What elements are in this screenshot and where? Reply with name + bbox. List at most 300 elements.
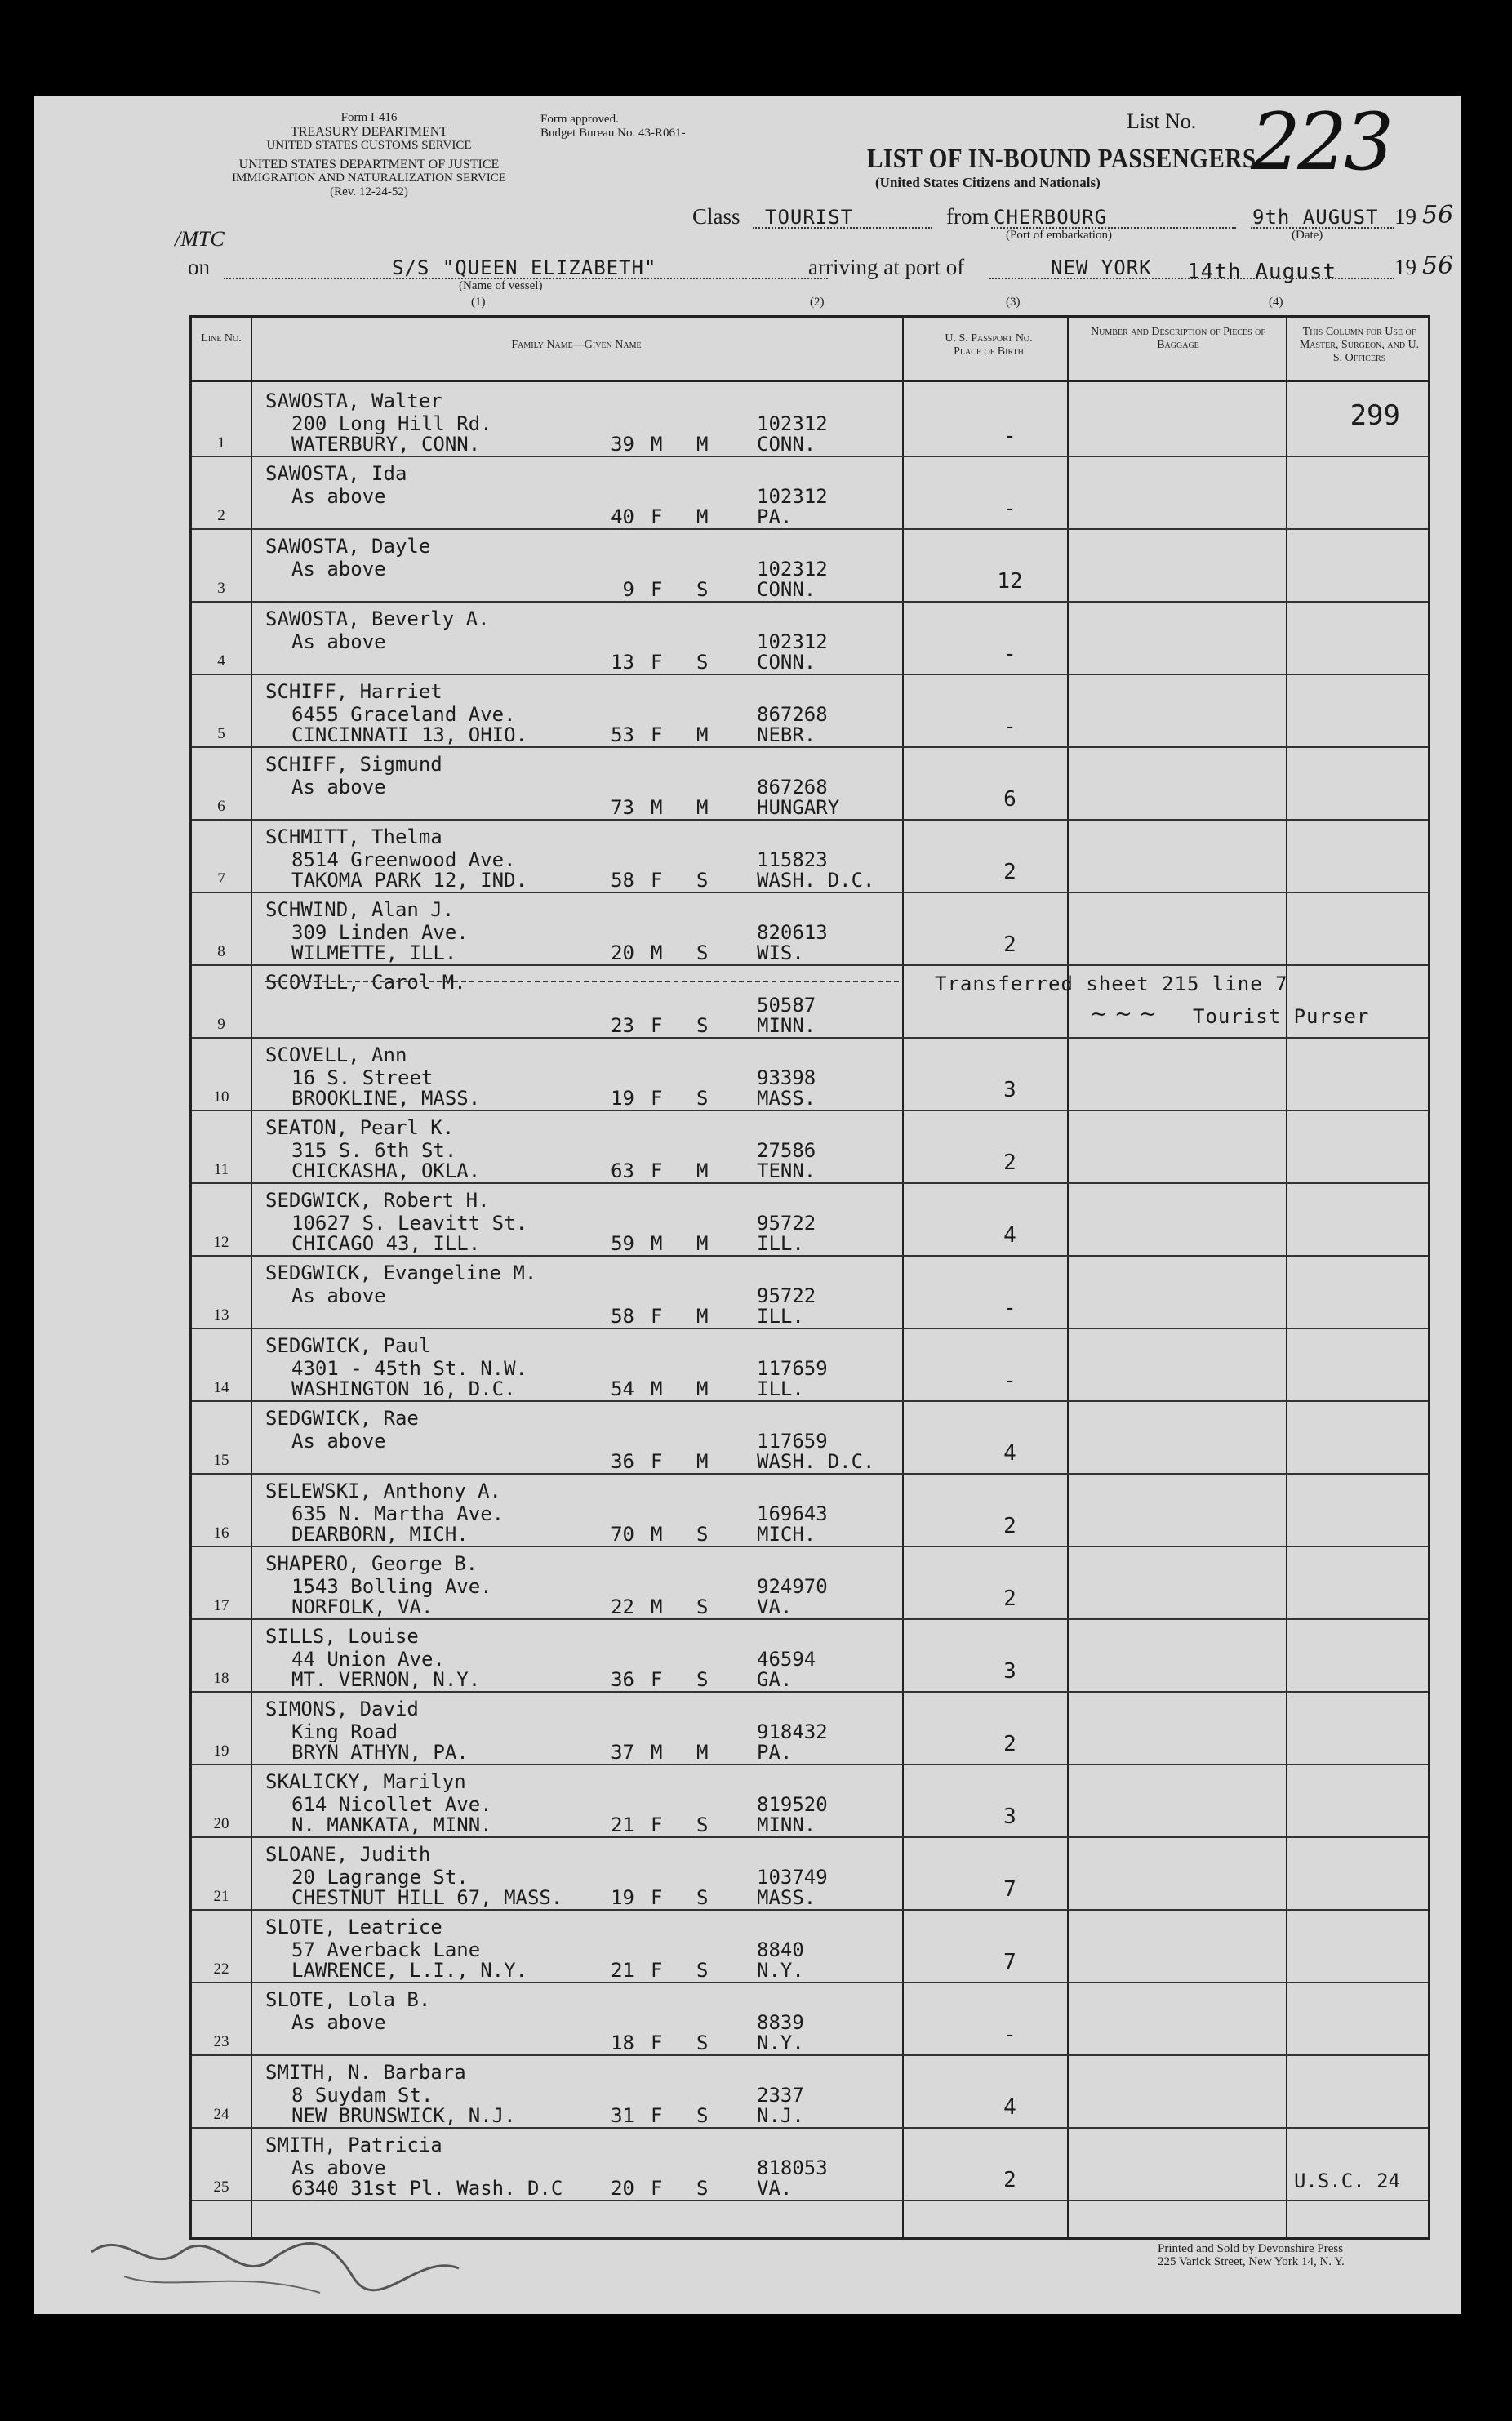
passport-number: 27586	[757, 1139, 816, 1162]
line-number: 24	[213, 2106, 229, 2123]
marital-status: S	[696, 1523, 709, 1546]
departure-year: 56	[1422, 201, 1454, 229]
place-of-birth: N.Y.	[757, 1959, 804, 1982]
passport-number: 102312	[757, 558, 828, 581]
passenger-age: 36	[611, 1668, 634, 1691]
passenger-name: SILLS, Louise	[265, 1625, 419, 1648]
table-row	[192, 1691, 1428, 1765]
form-approved: Form approved.	[540, 113, 619, 126]
table-row	[192, 383, 1428, 457]
passenger-sex: F	[651, 1014, 663, 1037]
passenger-name: SAWOSTA, Beverly A.	[265, 607, 490, 630]
passport-number: 50587	[757, 994, 816, 1017]
address-line-1: 315 S. 6th St.	[291, 1139, 457, 1162]
passport-number: 820613	[757, 921, 828, 944]
passenger-age: 36	[611, 1450, 634, 1473]
marital-status: S	[696, 1886, 709, 1909]
marital-status: S	[696, 1959, 709, 1982]
passenger-age: 22	[611, 1595, 634, 1618]
ins-label: IMMIGRATION AND NATURALIZATION SERVICE	[232, 171, 506, 185]
place-of-birth: GA.	[757, 1668, 793, 1691]
line-number: 11	[213, 1161, 229, 1178]
revision-label: (Rev. 12-24-52)	[330, 185, 408, 198]
place-of-birth: ILL.	[757, 1305, 804, 1328]
place-of-birth: MASS.	[757, 1886, 816, 1909]
table-row	[192, 456, 1428, 530]
passenger-age: 70	[611, 1523, 634, 1546]
address-line-1: King Road	[291, 1720, 398, 1743]
address-line-1: 614 Nicollet Ave.	[291, 1793, 492, 1816]
passenger-sex: M	[651, 1232, 663, 1255]
passenger-age: 54	[611, 1377, 634, 1400]
arrival-year-prefix: 19	[1394, 255, 1416, 279]
passenger-sex: F	[651, 1450, 663, 1473]
passenger-name: SAWOSTA, Walter	[265, 389, 442, 412]
address-line-2: 6340 31st Pl. Wash. D.C	[291, 2177, 563, 2200]
passport-number: 8840	[757, 1938, 804, 1961]
passport-number: 93398	[757, 1066, 816, 1089]
passenger-age: 18	[611, 2032, 634, 2054]
baggage-count: 7	[1003, 1950, 1016, 1974]
form-agency-block	[181, 111, 557, 199]
table-row	[192, 1037, 1428, 1111]
place-of-birth: MICH.	[757, 1523, 816, 1546]
passenger-age: 37	[611, 1741, 634, 1764]
address-line-1: 4301 - 45th St. N.W.	[291, 1357, 527, 1380]
address-line-1: 1543 Bolling Ave.	[291, 1575, 492, 1598]
passport-number: 2337	[757, 2084, 804, 2107]
officer-note: 299	[1350, 399, 1400, 432]
baggage-count: 2	[1003, 932, 1016, 957]
purser-note: Tourist Purser	[1193, 1005, 1370, 1028]
place-of-birth: PA.	[757, 505, 793, 528]
col-baggage: Number and Description of Pieces of Baggage	[1091, 326, 1265, 351]
line-number: 5	[217, 725, 225, 742]
passenger-sex: F	[651, 505, 663, 528]
passenger-age: 19	[611, 1886, 634, 1909]
baggage-count: 2	[1003, 1587, 1016, 1611]
address-line-1: As above	[291, 2156, 386, 2179]
class-value: TOURIST	[765, 206, 854, 229]
table-row	[192, 892, 1428, 966]
place-of-birth: MASS.	[757, 1087, 816, 1110]
printer-footer	[1158, 2242, 1345, 2268]
passenger-sex: F	[651, 1668, 663, 1691]
passenger-sex: F	[651, 1087, 663, 1110]
line-number: 6	[217, 798, 225, 815]
printer-line-2: 225 Varick Street, New York 14, N. Y.	[1158, 2255, 1345, 2268]
vessel-name: S/S "QUEEN ELIZABETH"	[392, 256, 657, 279]
baggage-count: 2	[1003, 1150, 1016, 1175]
mtc-mark: /MTC	[175, 227, 225, 251]
address-line-2: BROOKLINE, MASS.	[291, 1087, 481, 1110]
col-name: Family Name—Given Name	[511, 339, 642, 351]
passenger-age: 63	[611, 1159, 634, 1182]
passenger-sex: F	[651, 1159, 663, 1182]
passport-number: 95722	[757, 1212, 816, 1235]
passenger-sex: F	[651, 1814, 663, 1836]
baggage-count: 2	[1003, 1732, 1016, 1756]
strike-line-9	[265, 981, 899, 982]
arriving-label: arriving at port of	[808, 255, 965, 279]
line-number: 16	[213, 1524, 229, 1542]
table-row	[192, 1328, 1428, 1402]
marital-status: M	[696, 505, 709, 528]
address-line-1: As above	[291, 1430, 386, 1453]
passport-number: 867268	[757, 776, 828, 799]
passenger-name: SAWOSTA, Ida	[265, 462, 407, 485]
line-number: 21	[213, 1888, 229, 1905]
address-line-2: LAWRENCE, L.I., N.Y.	[291, 1959, 527, 1982]
baggage-count: 2	[1003, 2168, 1016, 2192]
marital-status: M	[696, 796, 709, 819]
table-row	[192, 1764, 1428, 1838]
baggage-count: 3	[1003, 1805, 1016, 1829]
passenger-age: 73	[611, 796, 634, 819]
marital-status: S	[696, 1668, 709, 1691]
marital-status: M	[696, 1305, 709, 1328]
passenger-sex: F	[651, 723, 663, 746]
passenger-name: SCOVELL, Ann	[265, 1044, 407, 1066]
from-value: CHERBOURG	[994, 206, 1108, 229]
passenger-sex: F	[651, 578, 663, 601]
passenger-sex: F	[651, 869, 663, 892]
table-row	[192, 746, 1428, 821]
baggage-count: 7	[1003, 1877, 1016, 1902]
place-of-birth: WASH. D.C.	[757, 869, 875, 892]
passenger-sex: M	[651, 1741, 663, 1764]
passenger-sex: M	[651, 1595, 663, 1618]
place-of-birth: WASH. D.C.	[757, 1450, 875, 1473]
place-of-birth: TENN.	[757, 1159, 816, 1182]
line-number: 10	[213, 1088, 229, 1106]
address-line-1: 8514 Greenwood Ave.	[291, 848, 516, 871]
passenger-sex: M	[651, 1523, 663, 1546]
passenger-age: 21	[611, 1814, 634, 1836]
on-label: on	[188, 255, 210, 279]
address-line-1: 635 N. Martha Ave.	[291, 1502, 505, 1525]
baggage-count: -	[1003, 496, 1016, 521]
passenger-age: 13	[611, 651, 634, 674]
passenger-name: SLOANE, Judith	[265, 1843, 431, 1866]
address-line-2: CHICAGO 43, ILL.	[291, 1232, 481, 1255]
passenger-age: 31	[611, 2104, 634, 2127]
line-number: 9	[217, 1016, 225, 1033]
passport-number: 819520	[757, 1793, 828, 1816]
table-row	[192, 528, 1428, 603]
address-line-2: WILMETTE, ILL.	[291, 941, 457, 964]
marital-status: M	[696, 433, 709, 456]
passenger-age: 20	[611, 941, 634, 964]
baggage-count: -	[1003, 1368, 1016, 1393]
passport-number: 818053	[757, 2156, 828, 2179]
passenger-name: SMITH, Patricia	[265, 2134, 442, 2156]
passport-number: 95722	[757, 1284, 816, 1307]
passenger-sex: M	[651, 1377, 663, 1400]
manifest-sheet	[34, 96, 1461, 2314]
baggage-count: -	[1003, 424, 1016, 448]
marital-status: S	[696, 1814, 709, 1836]
departure-date: 9th AUGUST	[1252, 206, 1379, 229]
passport-number: 867268	[757, 703, 828, 726]
place-of-birth: MINN.	[757, 1814, 816, 1836]
passenger-sex: M	[651, 433, 663, 456]
passenger-table	[189, 315, 1430, 2240]
passenger-name: SHAPERO, George B.	[265, 1552, 478, 1575]
table-row	[192, 1546, 1428, 1620]
passenger-sex: M	[651, 796, 663, 819]
place-of-birth: N.J.	[757, 2104, 804, 2127]
marital-status: M	[696, 1741, 709, 1764]
address-line-1: 200 Long Hill Rd.	[291, 412, 492, 435]
line-number: 22	[213, 1960, 229, 1978]
passenger-name: SEDGWICK, Rae	[265, 1407, 419, 1430]
baggage-count: 4	[1003, 2095, 1016, 2120]
passenger-name: SLOTE, Lola B.	[265, 1988, 431, 2011]
address-line-1: As above	[291, 776, 386, 799]
table-row	[192, 1182, 1428, 1257]
address-line-2: WASHINGTON 16, D.C.	[291, 1377, 516, 1400]
passenger-name: SCHMITT, Thelma	[265, 826, 442, 848]
address-line-1: 10627 S. Leavitt St.	[291, 1212, 527, 1235]
baggage-count: -	[1003, 642, 1016, 666]
col-number-3: (3)	[1006, 296, 1021, 309]
table-row	[192, 1110, 1428, 1184]
departure-year-prefix: 19	[1394, 204, 1416, 229]
table-row	[192, 674, 1428, 748]
place-of-birth: CONN.	[757, 651, 816, 674]
transfer-note: Transferred sheet 215 line 7	[935, 972, 1288, 995]
date-caption: (Date)	[1292, 229, 1323, 242]
line-number: 8	[217, 943, 225, 960]
line-number: 15	[213, 1452, 229, 1469]
passenger-name: SLOTE, Leatrice	[265, 1916, 442, 1938]
place-of-birth: CONN.	[757, 578, 816, 601]
passenger-name: SCHWIND, Alan J.	[265, 898, 455, 921]
place-of-birth: CONN.	[757, 433, 816, 456]
baggage-count: 12	[997, 569, 1023, 594]
passenger-age: 58	[611, 869, 634, 892]
baggage-count: 3	[1003, 1659, 1016, 1684]
address-line-1: 16 S. Street	[291, 1066, 434, 1089]
marital-status: M	[696, 1232, 709, 1255]
baggage-count: 2	[1003, 860, 1016, 884]
officer-note: U.S.C. 24	[1293, 2170, 1400, 2192]
address-line-2: MT. VERNON, N.Y.	[291, 1668, 481, 1691]
marital-status: S	[696, 2104, 709, 2127]
address-line-1: As above	[291, 2011, 386, 2034]
address-line-1: As above	[291, 485, 386, 508]
passenger-name: SEDGWICK, Evangeline M.	[265, 1262, 537, 1284]
line-number: 3	[217, 580, 225, 597]
passenger-name: SEATON, Pearl K.	[265, 1116, 455, 1139]
line-number: 12	[213, 1234, 229, 1251]
address-line-2: TAKOMA PARK 12, IND.	[291, 869, 527, 892]
marital-status: S	[696, 1087, 709, 1110]
passenger-name: SCHIFF, Sigmund	[265, 753, 442, 776]
address-line-2: BRYN ATHYN, PA.	[291, 1741, 469, 1764]
table-row	[192, 1836, 1428, 1911]
marital-status: S	[696, 2177, 709, 2200]
baggage-count: 4	[1003, 1223, 1016, 1248]
line-number: 14	[213, 1379, 229, 1396]
passenger-sex: M	[651, 941, 663, 964]
document-title: LIST OF IN-BOUND PASSENGERS	[867, 144, 1256, 174]
address-line-1: As above	[291, 630, 386, 653]
baggage-count: 6	[1003, 787, 1016, 812]
passenger-sex: F	[651, 2177, 663, 2200]
line-number: 18	[213, 1670, 229, 1687]
customs-label: UNITED STATES CUSTOMS SERVICE	[266, 139, 472, 152]
passport-number: 102312	[757, 630, 828, 653]
passenger-name: SEDGWICK, Paul	[265, 1334, 431, 1357]
address-line-1: 8 Suydam St.	[291, 2084, 434, 2107]
address-line-2: WATERBURY, CONN.	[291, 433, 481, 456]
passenger-name: SCOVILL, Carol M.	[265, 971, 466, 994]
line-number: 17	[213, 1597, 229, 1614]
col-number-4: (4)	[1269, 296, 1283, 309]
passenger-age: 39	[611, 433, 634, 456]
baggage-count: -	[1003, 1296, 1016, 1320]
passenger-age: 21	[611, 1959, 634, 1982]
passenger-name: SIMONS, David	[265, 1698, 419, 1720]
marital-status: S	[696, 869, 709, 892]
table-row	[192, 1473, 1428, 1547]
passenger-age: 40	[611, 505, 634, 528]
line-number: 2	[217, 507, 225, 524]
line-number: 19	[213, 1742, 229, 1760]
passenger-sex: F	[651, 2104, 663, 2127]
address-line-2: CINCINNATI 13, OHIO.	[291, 723, 527, 746]
address-line-1: As above	[291, 558, 386, 581]
table-row	[192, 1909, 1428, 1983]
table-row	[192, 1618, 1428, 1693]
class-label: Class	[692, 204, 740, 229]
list-no-label: List No.	[1127, 109, 1197, 133]
passenger-name: SMITH, N. Barbara	[265, 2061, 466, 2084]
marital-status: S	[696, 651, 709, 674]
place-of-birth: NEBR.	[757, 723, 816, 746]
marital-status: M	[696, 1159, 709, 1182]
embark-caption: (Port of embarkation)	[1006, 229, 1112, 242]
passenger-age: 59	[611, 1232, 634, 1255]
address-line-2: N. MANKATA, MINN.	[291, 1814, 492, 1836]
passport-number: 8839	[757, 2011, 804, 2034]
baggage-count: -	[1003, 2023, 1016, 2047]
baggage-count: 4	[1003, 1441, 1016, 1466]
passport-number: 103749	[757, 1866, 828, 1889]
marital-status: S	[696, 578, 709, 601]
table-row	[192, 601, 1428, 675]
marital-status: M	[696, 723, 709, 746]
list-no-value: 223	[1251, 96, 1391, 188]
passenger-age: 58	[611, 1305, 634, 1328]
address-line-1: As above	[291, 1284, 386, 1307]
address-line-1: 6455 Graceland Ave.	[291, 703, 516, 726]
place-of-birth: HUNGARY	[757, 796, 840, 819]
address-line-1: 20 Lagrange St.	[291, 1866, 469, 1889]
line-number: 4	[217, 652, 225, 670]
passenger-name: SKALICKY, Marilyn	[265, 1770, 466, 1793]
passenger-age: 53	[611, 723, 634, 746]
place-of-birth: MINN.	[757, 1014, 816, 1037]
line-number: 13	[213, 1306, 229, 1324]
passenger-sex: F	[651, 1959, 663, 1982]
col-line-no: Line No.	[201, 332, 242, 345]
marital-status: M	[696, 1450, 709, 1473]
passenger-sex: F	[651, 1886, 663, 1909]
table-row	[192, 1982, 1428, 2056]
printer-line-1: Printed and Sold by Devonshire Press	[1158, 2242, 1344, 2255]
passport-number: 117659	[757, 1430, 828, 1453]
passport-number: 46594	[757, 1648, 816, 1671]
table-row	[192, 819, 1428, 893]
passport-number: 169643	[757, 1502, 828, 1525]
justice-label: UNITED STATES DEPARTMENT OF JUSTICE	[238, 158, 500, 171]
marital-status: S	[696, 2032, 709, 2054]
passenger-sex: F	[651, 651, 663, 674]
address-line-2: DEARBORN, MICH.	[291, 1523, 469, 1546]
arrival-port: NEW YORK	[1051, 256, 1152, 279]
passenger-name: SEDGWICK, Robert H.	[265, 1189, 490, 1212]
passport-number: 102312	[757, 412, 828, 435]
form-number: Form I-416	[340, 111, 398, 124]
place-of-birth: ILL.	[757, 1377, 804, 1400]
arrival-year: 56	[1422, 251, 1454, 280]
place-of-birth: VA.	[757, 1595, 793, 1618]
col-number-2: (2)	[810, 296, 825, 309]
passenger-name: SELEWSKI, Anthony A.	[265, 1480, 501, 1502]
line-number: 25	[213, 2178, 229, 2196]
table-row	[192, 1400, 1428, 1475]
place-of-birth: VA.	[757, 2177, 793, 2200]
address-line-1: 44 Union Ave.	[291, 1648, 445, 1671]
line-number: 7	[217, 870, 225, 888]
arrival-date: 14th August	[1187, 260, 1337, 284]
passenger-age: 23	[611, 1014, 634, 1037]
budget-bureau: Budget Bureau No. 43-R061-	[540, 127, 686, 140]
passenger-name: SAWOSTA, Dayle	[265, 535, 431, 558]
col-officers: This Column for Use of Master, Surgeon, and U. S. Officers	[1299, 326, 1420, 364]
place-of-birth: N.Y.	[757, 2032, 804, 2054]
passenger-sex: F	[651, 2032, 663, 2054]
treasury-label: TREASURY DEPARTMENT	[290, 125, 448, 139]
passenger-age: 19	[611, 1087, 634, 1110]
purser-signature: ~ ~ ~	[1090, 1002, 1157, 1026]
passenger-age: 9	[622, 578, 634, 601]
col-number-1: (1)	[471, 296, 486, 309]
table-row	[192, 2127, 1428, 2201]
marital-status: S	[696, 941, 709, 964]
marital-status: S	[696, 1595, 709, 1618]
budget-block	[540, 113, 685, 140]
baggage-count: -	[1003, 714, 1016, 739]
address-line-1: 57 Averback Lane	[291, 1938, 481, 1961]
address-line-1: 309 Linden Ave.	[291, 921, 469, 944]
address-line-2: CHICKASHA, OKLA.	[291, 1159, 481, 1182]
passport-number: 117659	[757, 1357, 828, 1380]
address-line-2: NORFOLK, VA.	[291, 1595, 434, 1618]
passport-number: 924970	[757, 1575, 828, 1598]
baggage-count: 2	[1003, 1514, 1016, 1538]
handwritten-signature	[75, 2219, 532, 2309]
place-of-birth: PA.	[757, 1741, 793, 1764]
passport-number: 102312	[757, 485, 828, 508]
line-number: 20	[213, 1815, 229, 1832]
passenger-age: 20	[611, 2177, 634, 2200]
passport-number: 918432	[757, 1720, 828, 1743]
address-line-2: NEW BRUNSWICK, N.J.	[291, 2104, 516, 2127]
